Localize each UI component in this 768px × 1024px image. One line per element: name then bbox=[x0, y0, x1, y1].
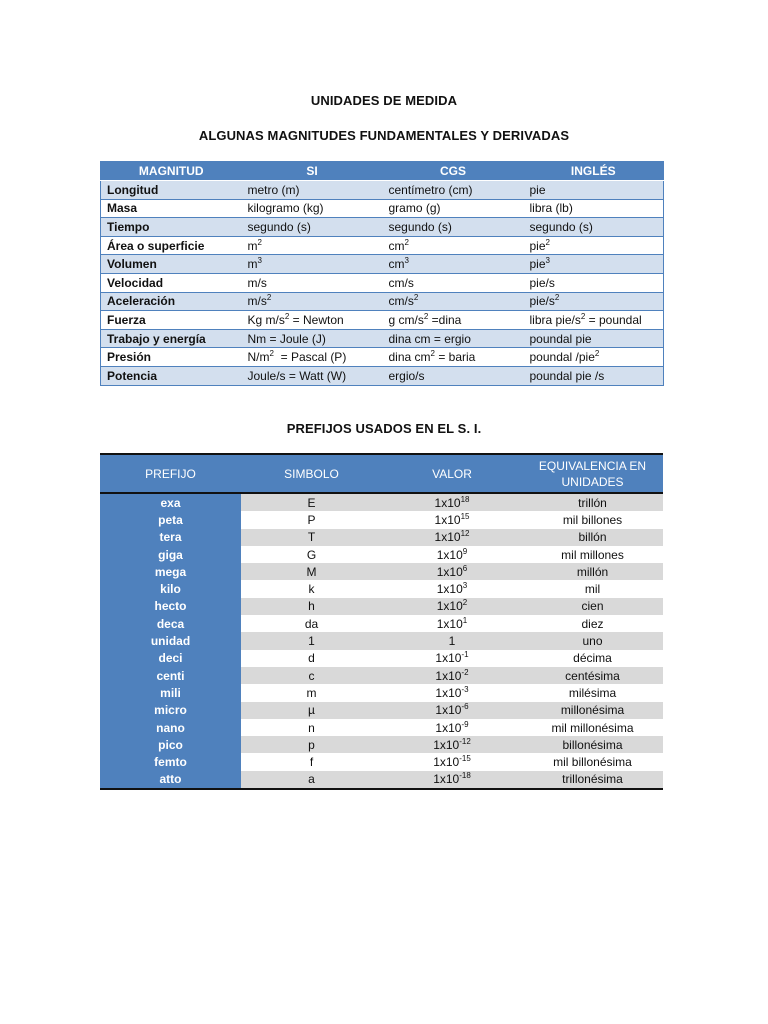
cell-equivalencia: billón bbox=[522, 529, 663, 546]
cell-equivalencia: mil billones bbox=[522, 511, 663, 528]
cell-magnitud: Presión bbox=[101, 348, 242, 367]
cell-magnitud: Área o superficie bbox=[101, 236, 242, 255]
cell-cgs: $cm^3$ bbox=[383, 255, 524, 274]
table-row bbox=[100, 598, 663, 615]
cell-ingles: pie$^2$ bbox=[524, 236, 664, 255]
cell-cgs: dina cm = ergio bbox=[383, 329, 524, 348]
cell-ingles: pie$^3$ bbox=[524, 255, 664, 274]
cell-cgs: $cm/s^2$ bbox=[383, 292, 524, 311]
cell-equivalencia: trillonésima bbox=[522, 771, 663, 789]
cell-simbolo: M bbox=[241, 563, 382, 580]
header-simbolo: SIMBOLO bbox=[241, 454, 382, 493]
cell-simbolo: da bbox=[241, 615, 382, 632]
cell-equivalencia: millonésima bbox=[522, 702, 663, 719]
cell-prefijo: unidad bbox=[100, 632, 241, 649]
cell-cgs: $cm^2$ bbox=[383, 236, 524, 255]
table-row bbox=[100, 771, 663, 789]
cell-valor: $1x10^3$ bbox=[382, 580, 522, 597]
header-ingles: INGLÉS bbox=[524, 161, 664, 181]
table-row bbox=[101, 311, 664, 330]
cell-valor: $1x10^{15}$ bbox=[382, 511, 522, 528]
cell-valor: $1x10^1$ bbox=[382, 615, 522, 632]
cell-simbolo: p bbox=[241, 736, 382, 753]
table-row bbox=[100, 615, 663, 632]
table-row bbox=[100, 650, 663, 667]
cell-simbolo: P bbox=[241, 511, 382, 528]
magnitudes-header-row bbox=[101, 161, 664, 181]
cell-cgs: centímetro (cm) bbox=[383, 181, 524, 200]
cell-valor: $1x10^{-1}$ bbox=[382, 650, 522, 667]
cell-magnitud: Trabajo y energía bbox=[101, 329, 242, 348]
cell-ingles: libra pie/$s^2$ = poundal bbox=[524, 311, 664, 330]
cell-magnitud: Longitud bbox=[101, 181, 242, 200]
header-valor: VALOR bbox=[382, 454, 522, 493]
header-magnitud: MAGNITUD bbox=[101, 161, 242, 181]
cell-simbolo: T bbox=[241, 529, 382, 546]
cell-prefijo: deci bbox=[100, 650, 241, 667]
cell-magnitud: Fuerza bbox=[101, 311, 242, 330]
cell-valor: $1x10^{18}$ bbox=[382, 493, 522, 511]
cell-equivalencia: uno bbox=[522, 632, 663, 649]
cell-cgs: cm/s bbox=[383, 273, 524, 292]
cell-simbolo: f bbox=[241, 753, 382, 770]
cell-prefijo: tera bbox=[100, 529, 241, 546]
cell-simbolo: 1 bbox=[241, 632, 382, 649]
cell-prefijo: atto bbox=[100, 771, 241, 789]
cell-prefijo: kilo bbox=[100, 580, 241, 597]
cell-ingles: pie bbox=[524, 181, 664, 200]
cell-prefijo: peta bbox=[100, 511, 241, 528]
table-row bbox=[101, 255, 664, 274]
cell-prefijo: femto bbox=[100, 753, 241, 770]
page-title: UNIDADES DE MEDIDA bbox=[310, 93, 458, 108]
cell-valor: 1 bbox=[382, 632, 522, 649]
magnitudes-table bbox=[100, 161, 664, 386]
cell-simbolo: G bbox=[241, 546, 382, 563]
cell-simbolo: k bbox=[241, 580, 382, 597]
cell-magnitud: Volumen bbox=[101, 255, 242, 274]
table-row bbox=[100, 632, 663, 649]
header-si: SI bbox=[242, 161, 383, 181]
cell-valor: $1x10^{-18}$ bbox=[382, 771, 522, 789]
cell-simbolo: E bbox=[241, 493, 382, 511]
prefixes-header-row bbox=[100, 454, 663, 493]
cell-simbolo: d bbox=[241, 650, 382, 667]
cell-si: $m^3$ bbox=[242, 255, 383, 274]
table-row bbox=[101, 366, 664, 385]
cell-valor: $1x10^2$ bbox=[382, 598, 522, 615]
cell-equivalencia: cien bbox=[522, 598, 663, 615]
cell-valor: $1x10^{-6}$ bbox=[382, 702, 522, 719]
cell-equivalencia: milésima bbox=[522, 684, 663, 701]
cell-equivalencia: billonésima bbox=[522, 736, 663, 753]
cell-equivalencia: mil millonésima bbox=[522, 719, 663, 736]
cell-si: Joule/s = Watt (W) bbox=[242, 366, 383, 385]
cell-prefijo: micro bbox=[100, 702, 241, 719]
cell-ingles: pie/s bbox=[524, 273, 664, 292]
table-row bbox=[100, 493, 663, 511]
cell-simbolo: h bbox=[241, 598, 382, 615]
table-row bbox=[100, 736, 663, 753]
header-prefijo: PREFIJO bbox=[100, 454, 241, 493]
cell-ingles: poundal pie /s bbox=[524, 366, 664, 385]
cell-prefijo: hecto bbox=[100, 598, 241, 615]
header-cgs: CGS bbox=[383, 161, 524, 181]
table-row bbox=[101, 329, 664, 348]
cell-simbolo: n bbox=[241, 719, 382, 736]
cell-magnitud: Masa bbox=[101, 199, 242, 218]
cell-si: Nm = Joule (J) bbox=[242, 329, 383, 348]
table-row bbox=[100, 529, 663, 546]
table-row bbox=[100, 702, 663, 719]
cell-ingles: segundo (s) bbox=[524, 218, 664, 237]
cell-ingles: pie/$s^2$ bbox=[524, 292, 664, 311]
cell-prefijo: deca bbox=[100, 615, 241, 632]
cell-valor: $1x10^{-9}$ bbox=[382, 719, 522, 736]
cell-simbolo: c bbox=[241, 667, 382, 684]
cell-valor: $1x10^{-15}$ bbox=[382, 753, 522, 770]
cell-equivalencia: mil billonésima bbox=[522, 753, 663, 770]
table-row bbox=[101, 236, 664, 255]
cell-si: segundo (s) bbox=[242, 218, 383, 237]
table-row bbox=[101, 218, 664, 237]
cell-equivalencia: centésima bbox=[522, 667, 663, 684]
table-row bbox=[100, 546, 663, 563]
prefixes-table bbox=[100, 453, 663, 790]
cell-ingles: libra (lb) bbox=[524, 199, 664, 218]
cell-cgs: dina $cm^2$ = baria bbox=[383, 348, 524, 367]
cell-prefijo: exa bbox=[100, 493, 241, 511]
table-row bbox=[100, 719, 663, 736]
cell-simbolo: m bbox=[241, 684, 382, 701]
cell-simbolo: a bbox=[241, 771, 382, 789]
table-row bbox=[100, 753, 663, 770]
cell-valor: $1x10^{-2}$ bbox=[382, 667, 522, 684]
cell-si: $m/s^2$ bbox=[242, 292, 383, 311]
cell-valor: $1x10^6$ bbox=[382, 563, 522, 580]
table-row bbox=[101, 273, 664, 292]
header-equivalencia: EQUIVALENCIA EN UNIDADES bbox=[522, 454, 663, 493]
prefixes-title: PREFIJOS USADOS EN EL S. I. bbox=[286, 421, 482, 436]
cell-magnitud: Potencia bbox=[101, 366, 242, 385]
cell-valor: $1x10^{-3}$ bbox=[382, 684, 522, 701]
cell-valor: $1x10^{12}$ bbox=[382, 529, 522, 546]
cell-si: metro (m) bbox=[242, 181, 383, 200]
cell-si: $N/m^2$ = Pascal (P) bbox=[242, 348, 383, 367]
table-row bbox=[100, 667, 663, 684]
cell-cgs: segundo (s) bbox=[383, 218, 524, 237]
cell-equivalencia: diez bbox=[522, 615, 663, 632]
cell-ingles: poundal /pie$^2$ bbox=[524, 348, 664, 367]
table-row bbox=[101, 199, 664, 218]
table-row bbox=[100, 563, 663, 580]
cell-equivalencia: trillón bbox=[522, 493, 663, 511]
cell-valor: $1x10^9$ bbox=[382, 546, 522, 563]
table-row bbox=[101, 292, 664, 311]
cell-ingles: poundal pie bbox=[524, 329, 664, 348]
cell-equivalencia: mil millones bbox=[522, 546, 663, 563]
cell-magnitud: Velocidad bbox=[101, 273, 242, 292]
magnitudes-title: ALGUNAS MAGNITUDES FUNDAMENTALES Y DERIVADAS bbox=[198, 128, 570, 143]
cell-magnitud: Tiempo bbox=[101, 218, 242, 237]
cell-si: Kg $m/s^2$ = Newton bbox=[242, 311, 383, 330]
cell-cgs: gramo (g) bbox=[383, 199, 524, 218]
cell-si: kilogramo (kg) bbox=[242, 199, 383, 218]
cell-prefijo: mega bbox=[100, 563, 241, 580]
cell-si: $m^2$ bbox=[242, 236, 383, 255]
cell-magnitud: Aceleración bbox=[101, 292, 242, 311]
table-row bbox=[100, 580, 663, 597]
table-row bbox=[100, 511, 663, 528]
cell-cgs: g $cm/s^2$ =dina bbox=[383, 311, 524, 330]
cell-prefijo: centi bbox=[100, 667, 241, 684]
table-row bbox=[100, 684, 663, 701]
cell-prefijo: pico bbox=[100, 736, 241, 753]
cell-equivalencia: décima bbox=[522, 650, 663, 667]
cell-prefijo: giga bbox=[100, 546, 241, 563]
cell-si: m/s bbox=[242, 273, 383, 292]
table-row bbox=[101, 348, 664, 367]
cell-equivalencia: millón bbox=[522, 563, 663, 580]
cell-prefijo: mili bbox=[100, 684, 241, 701]
cell-simbolo: µ bbox=[241, 702, 382, 719]
cell-valor: $1x10^{-12}$ bbox=[382, 736, 522, 753]
table-row bbox=[101, 181, 664, 200]
cell-prefijo: nano bbox=[100, 719, 241, 736]
cell-cgs: ergio/s bbox=[383, 366, 524, 385]
cell-equivalencia: mil bbox=[522, 580, 663, 597]
